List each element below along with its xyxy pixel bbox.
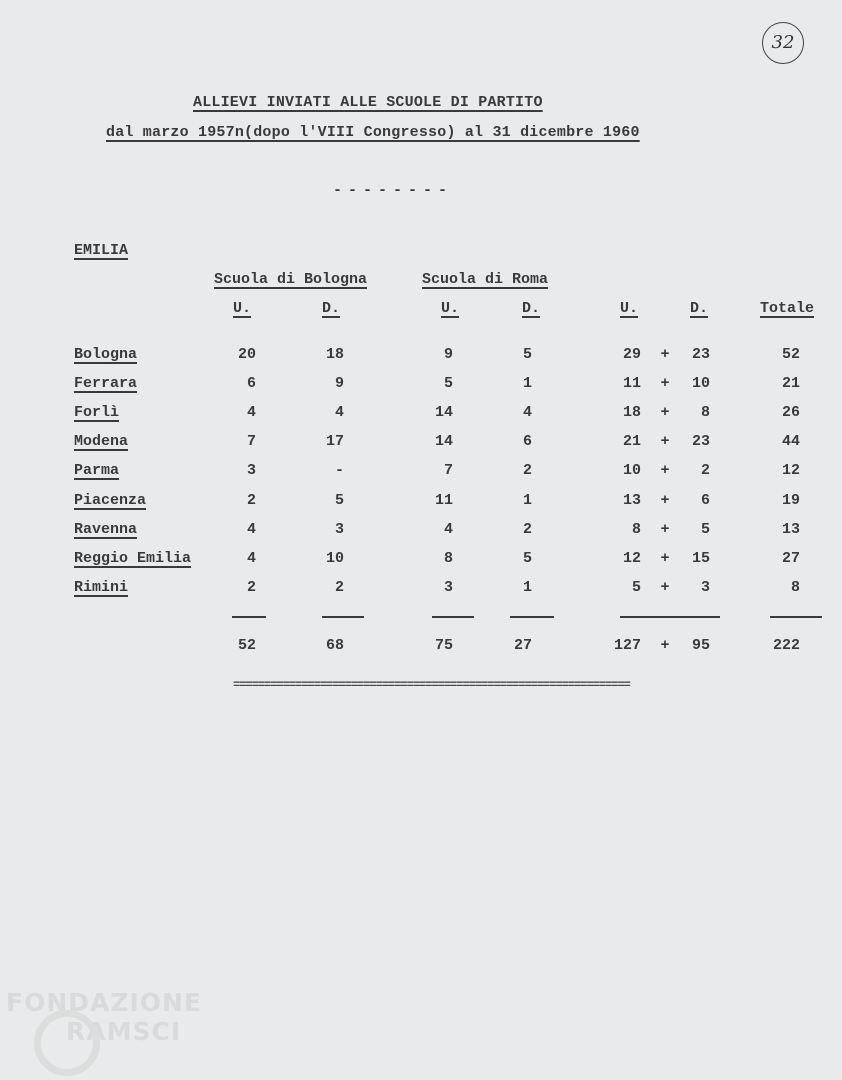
separator-dashes: -------- xyxy=(333,182,454,199)
plus-sign: + xyxy=(660,462,670,479)
cell-totale: 21 xyxy=(781,375,800,392)
cell-ro-d: 5 xyxy=(522,346,532,363)
cell-ro-d: 2 xyxy=(522,521,532,538)
cell-sum-d: 15 xyxy=(691,550,710,567)
cell-bo-u: 4 xyxy=(246,404,256,421)
plus-sign: + xyxy=(660,433,670,450)
cell-sum-u: 18 xyxy=(622,404,641,421)
col-bologna-u: U. xyxy=(233,300,252,317)
cell-sum-d: 8 xyxy=(700,404,710,421)
logo-line-1: FONDAZIONE xyxy=(6,988,203,1017)
subtotal-rule xyxy=(232,616,266,618)
total-sum-d: 95 xyxy=(691,637,710,654)
plus-sign: + xyxy=(660,492,670,509)
total-bologna-u: 52 xyxy=(237,637,256,654)
double-rule: ================================================================ xyxy=(233,678,630,692)
row-name: Ferrara xyxy=(74,375,138,392)
cell-sum-u: 5 xyxy=(631,579,641,596)
cell-sum-d: 10 xyxy=(691,375,710,392)
plus-sign: + xyxy=(660,346,670,363)
title-line-1: ALLIEVI INVIATI ALLE SCUOLE DI PARTITO xyxy=(193,94,543,111)
subtotal-rule xyxy=(432,616,474,618)
cell-sum-d: 5 xyxy=(700,521,710,538)
cell-totale: 26 xyxy=(781,404,800,421)
cell-ro-u: 5 xyxy=(443,375,453,392)
col-roma-d: D. xyxy=(522,300,541,317)
cell-bo-u: 6 xyxy=(246,375,256,392)
cell-sum-u: 11 xyxy=(622,375,641,392)
col-roma-u: U. xyxy=(441,300,460,317)
cell-bo-u: 4 xyxy=(246,521,256,538)
cell-bo-d: 5 xyxy=(334,492,344,509)
total-plus: + xyxy=(660,637,670,654)
fondazione-gramsci-logo xyxy=(6,988,202,1046)
subtotal-rule xyxy=(770,616,822,618)
cell-ro-d: 1 xyxy=(522,492,532,509)
plus-sign: + xyxy=(660,375,670,392)
cell-sum-d: 3 xyxy=(700,579,710,596)
cell-sum-u: 10 xyxy=(622,462,641,479)
row-name: Forlì xyxy=(74,404,120,421)
subtotal-rule xyxy=(322,616,364,618)
logo-g-icon xyxy=(34,1010,100,1076)
plus-sign: + xyxy=(660,521,670,538)
row-name: Bologna xyxy=(74,346,138,363)
cell-bo-u: 2 xyxy=(246,579,256,596)
col-sum-d: D. xyxy=(690,300,709,317)
row-name: Piacenza xyxy=(74,492,147,509)
cell-ro-u: 14 xyxy=(434,433,453,450)
cell-sum-u: 29 xyxy=(622,346,641,363)
total-bologna-d: 68 xyxy=(325,637,344,654)
cell-bo-d: 17 xyxy=(325,433,344,450)
row-name: Reggio Emilia xyxy=(74,550,192,567)
cell-bo-d: 18 xyxy=(325,346,344,363)
cell-sum-d: 23 xyxy=(691,433,710,450)
cell-ro-u: 14 xyxy=(434,404,453,421)
cell-totale: 8 xyxy=(790,579,800,596)
cell-ro-d: 1 xyxy=(522,579,532,596)
cell-sum-u: 8 xyxy=(631,521,641,538)
cell-bo-u: 20 xyxy=(237,346,256,363)
cell-ro-d: 5 xyxy=(522,550,532,567)
cell-ro-u: 3 xyxy=(443,579,453,596)
row-name: Modena xyxy=(74,433,129,450)
cell-totale: 52 xyxy=(781,346,800,363)
logo-line-2: RAMSCI xyxy=(66,1017,182,1046)
cell-sum-d: 6 xyxy=(700,492,710,509)
plus-sign: + xyxy=(660,579,670,596)
cell-sum-u: 13 xyxy=(622,492,641,509)
cell-ro-u: 9 xyxy=(443,346,453,363)
cell-totale: 12 xyxy=(781,462,800,479)
row-name: Parma xyxy=(74,462,120,479)
cell-ro-d: 6 xyxy=(522,433,532,450)
cell-bo-d: 10 xyxy=(325,550,344,567)
region-label: EMILIA xyxy=(74,242,129,259)
cell-ro-u: 8 xyxy=(443,550,453,567)
row-name: Rimini xyxy=(74,579,129,596)
total-roma-u: 75 xyxy=(434,637,453,654)
cell-totale: 27 xyxy=(781,550,800,567)
col-totale: Totale xyxy=(760,300,815,317)
page-number: 32 xyxy=(762,22,804,64)
cell-bo-u: 4 xyxy=(246,550,256,567)
cell-ro-d: 1 xyxy=(522,375,532,392)
cell-ro-u: 4 xyxy=(443,521,453,538)
cell-totale: 13 xyxy=(781,521,800,538)
total-sum-u: 127 xyxy=(613,637,641,654)
total-roma-d: 27 xyxy=(513,637,532,654)
subtotal-rule xyxy=(510,616,554,618)
cell-bo-d: 4 xyxy=(334,404,344,421)
col-sum-u: U. xyxy=(620,300,639,317)
cell-bo-u: 3 xyxy=(246,462,256,479)
cell-ro-u: 7 xyxy=(443,462,453,479)
cell-bo-d: 9 xyxy=(334,375,344,392)
cell-bo-u: 2 xyxy=(246,492,256,509)
cell-bo-d: 3 xyxy=(334,521,344,538)
cell-sum-u: 12 xyxy=(622,550,641,567)
cell-sum-d: 2 xyxy=(700,462,710,479)
cell-ro-u: 11 xyxy=(434,492,453,509)
title-line-2: dal marzo 1957n(dopo l'VIII Congresso) al 31 dicembre 1960 xyxy=(106,124,640,141)
col-bologna-d: D. xyxy=(322,300,341,317)
plus-sign: + xyxy=(660,404,670,421)
cell-totale: 19 xyxy=(781,492,800,509)
cell-ro-d: 4 xyxy=(522,404,532,421)
subtotal-rule xyxy=(620,616,720,618)
plus-sign: + xyxy=(660,550,670,567)
cell-sum-d: 23 xyxy=(691,346,710,363)
cell-bo-u: 7 xyxy=(246,433,256,450)
school-bologna-header: Scuola di Bologna xyxy=(214,271,368,288)
cell-ro-d: 2 xyxy=(522,462,532,479)
row-name: Ravenna xyxy=(74,521,138,538)
cell-sum-u: 21 xyxy=(622,433,641,450)
cell-totale: 44 xyxy=(781,433,800,450)
total-totale: 222 xyxy=(772,637,800,654)
cell-bo-d: - xyxy=(334,462,344,479)
school-roma-header: Scuola di Roma xyxy=(422,271,549,288)
cell-bo-d: 2 xyxy=(334,579,344,596)
